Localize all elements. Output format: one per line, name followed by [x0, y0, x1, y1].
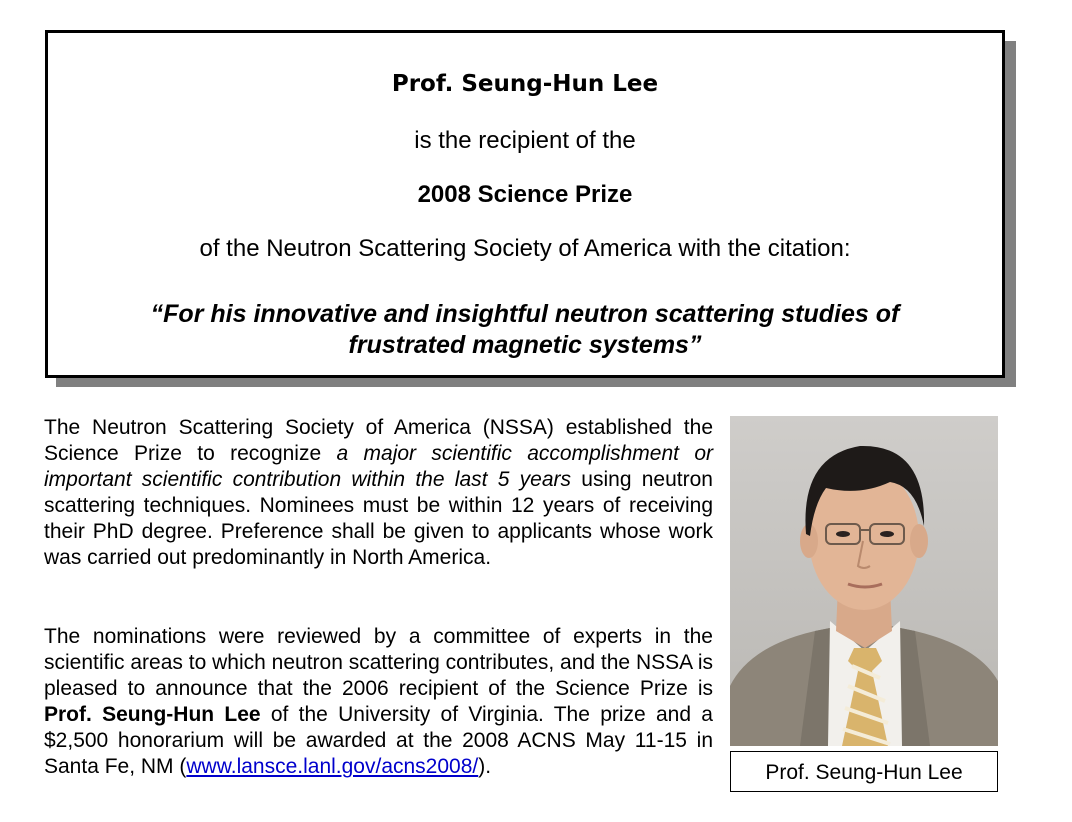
prize-description-paragraph	[44, 415, 713, 572]
photo-caption: Prof. Seung-Hun Lee	[730, 751, 998, 792]
recipient-line: is the recipient of the	[414, 127, 636, 154]
paragraph-text: The nominations were reviewed by a committee of experts in the scientific areas to which neutron scattering contributes, and the NSSA is pleased to announce that the 2006 recipient of the Science Prize is	[44, 625, 713, 701]
paragraph-text: The Neutron Scattering Society of America (NSSA) established the Science Prize to recognize	[44, 416, 713, 466]
paragraph-text: using neutron scattering techniques. Nominees must be within 12 years of receiving their PhD degree. Preference shall be given to applicants whose work was carried out predominantly in North America.	[44, 468, 713, 570]
paragraph-emphasis: a major scientific accomplishment or important scientific contribution within the last 5 years	[44, 442, 713, 492]
citation: “For his innovative and insightful neutron scattering studies of frustrated magnetic systems”	[150, 300, 900, 359]
paragraph-text: ).	[478, 755, 492, 779]
paragraph-text: of the University of Virginia. The prize and a $2,500 honorarium will be awarded at the 2008 ACNS May 11-15 in Santa Fe, NM (	[44, 703, 713, 779]
acns-link[interactable]: www.lansce.lanl.gov/acns2008/	[186, 755, 479, 779]
portrait-photo	[730, 416, 998, 746]
portrait-illustration	[730, 416, 998, 746]
society-line: of the Neutron Scattering Society of America with the citation:	[199, 235, 851, 262]
announcement-paragraph	[44, 624, 713, 781]
announcement-box	[45, 30, 1005, 378]
recipient-name: Prof. Seung-Hun Lee	[391, 71, 659, 97]
prize-title: 2008 Science Prize	[417, 181, 633, 208]
recipient-bold-name: Prof. Seung-Hun Lee	[44, 703, 261, 727]
